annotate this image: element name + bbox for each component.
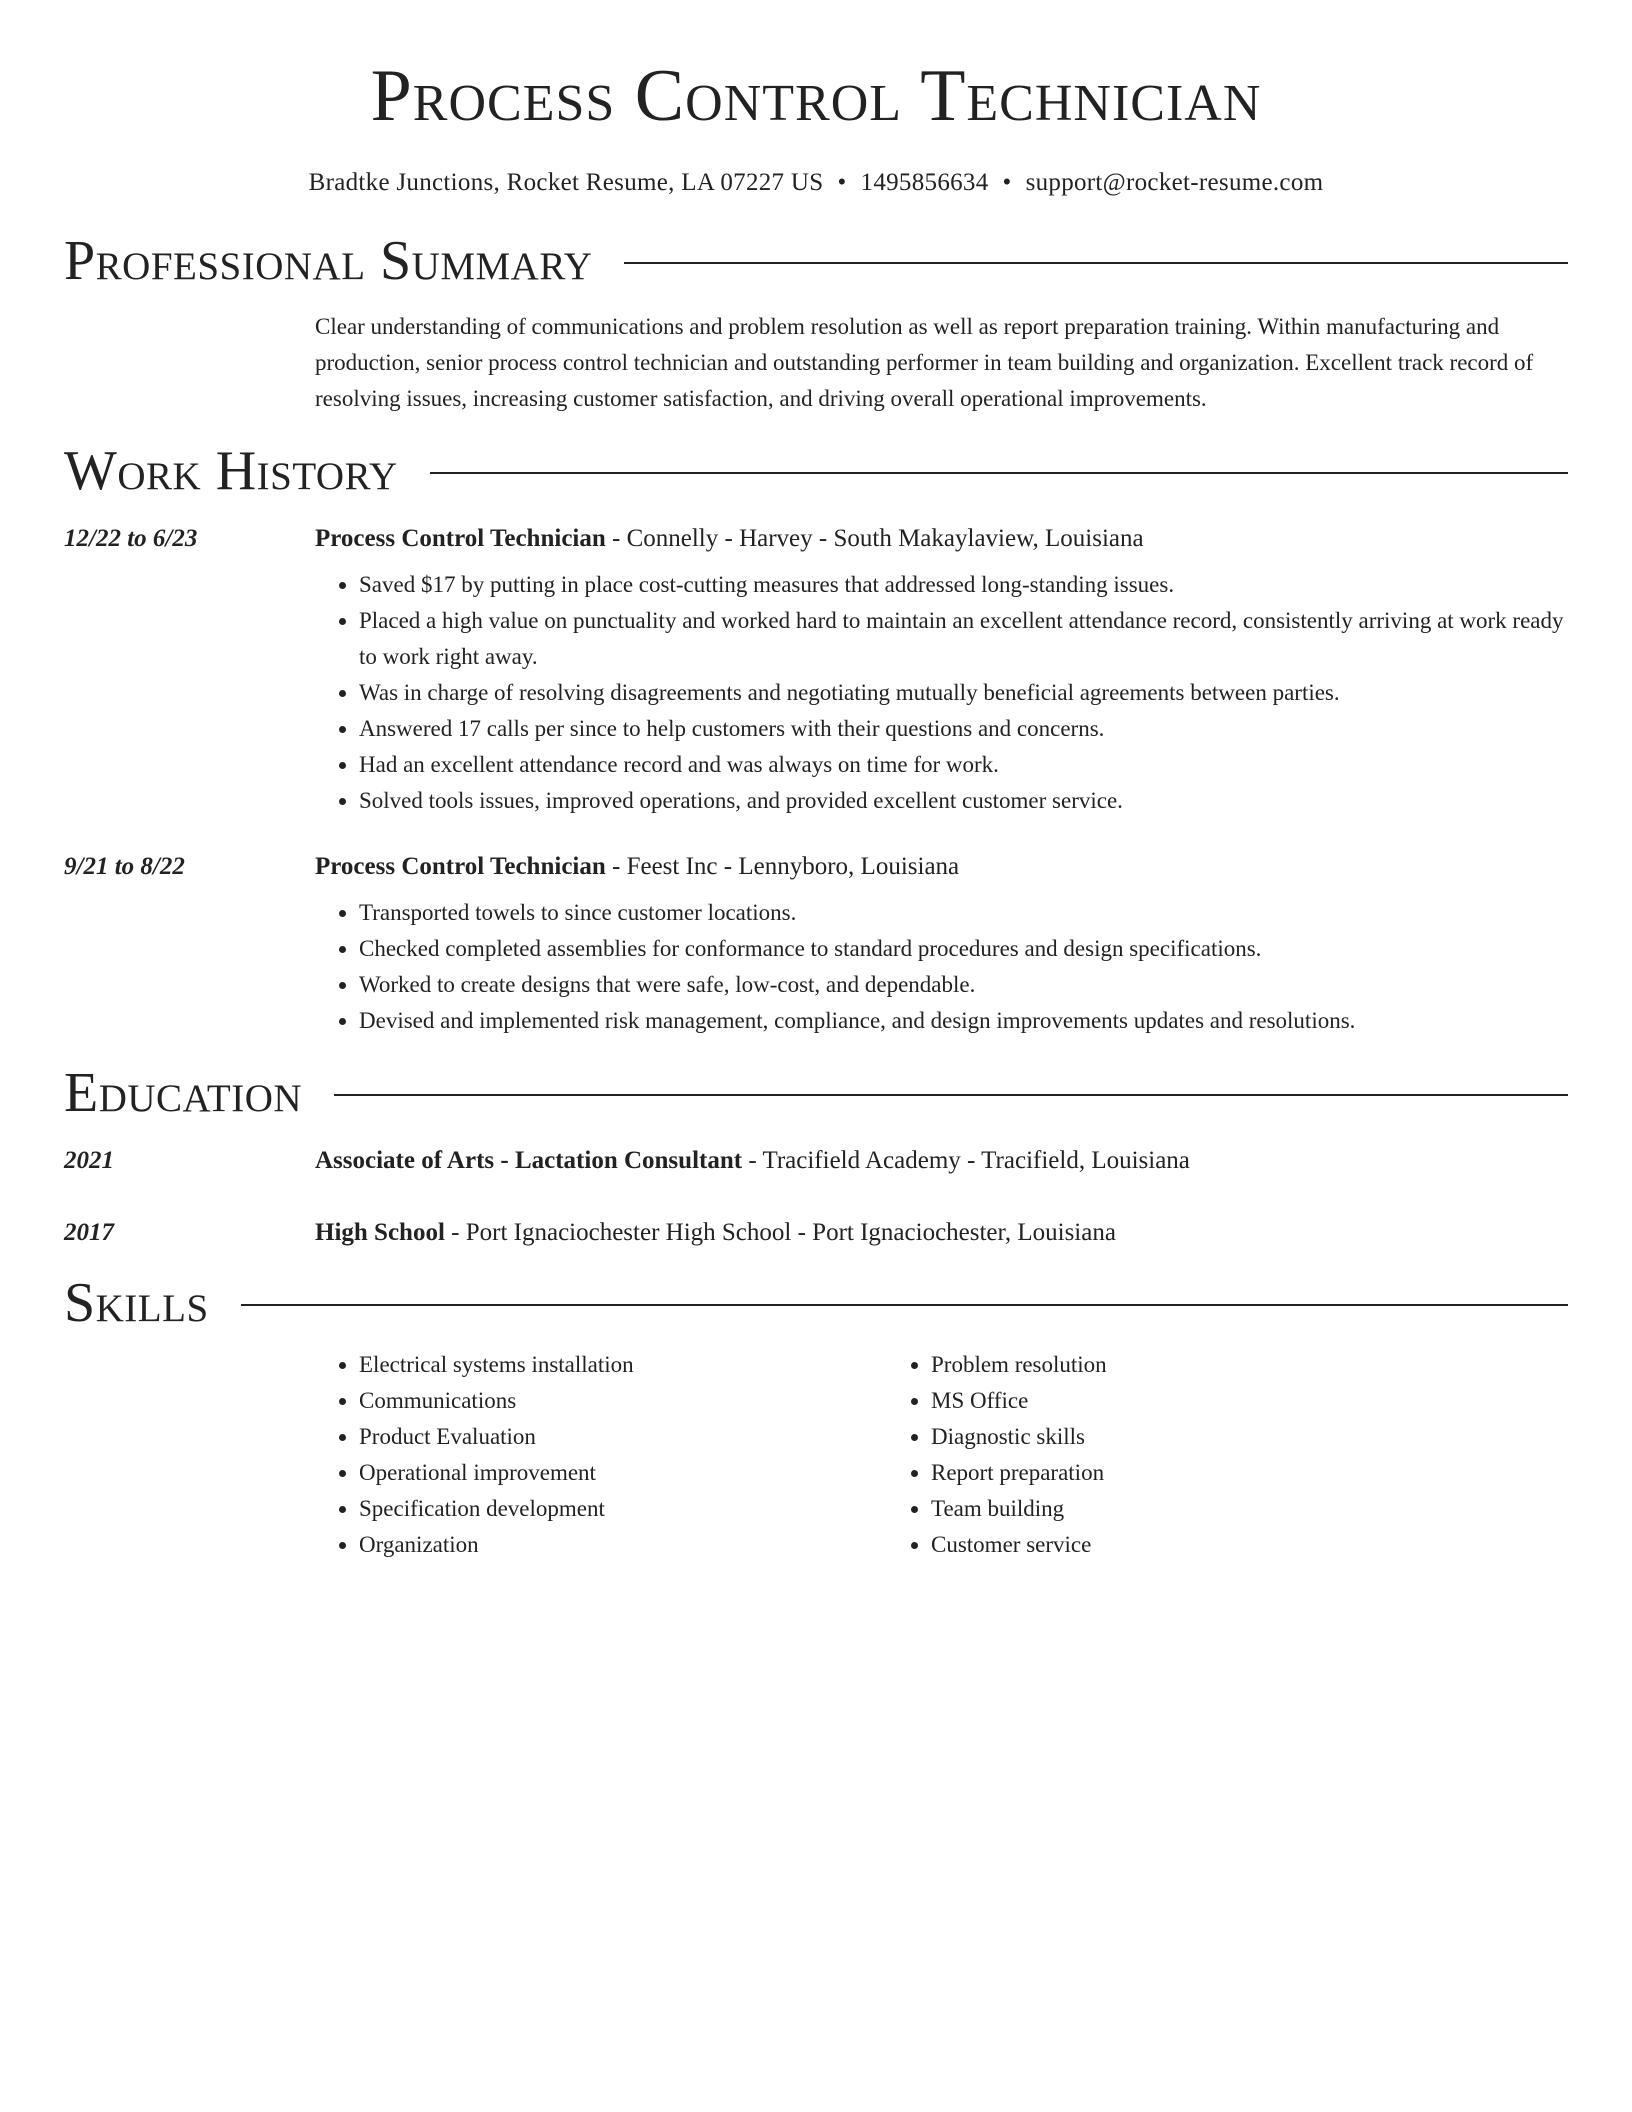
work-section-header [64, 440, 1568, 503]
list-item: • Transported towels to since customer locations. [359, 895, 1568, 931]
skill-item: • Product Evaluation [359, 1419, 887, 1455]
section-title-work: Work History [64, 440, 398, 503]
list-item: • Worked to create designs that were safe, low-cost, and dependable. [359, 967, 1568, 1003]
school-details: - Tracifield Academy - Tracifield, Louisiana [742, 1147, 1190, 1175]
skill-item: • Diagnostic skills [931, 1419, 1459, 1455]
skill-item: • Communications [359, 1383, 887, 1419]
skill-item: • Report preparation [931, 1455, 1459, 1491]
skill-item: • Operational improvement [359, 1455, 887, 1491]
job-details: - Feest Inc - Lennyboro, Louisiana [605, 853, 960, 881]
contact-separator: • [1002, 169, 1012, 197]
candidate-name: Process Control Technician [370, 55, 1262, 137]
skills-section-header [64, 1272, 1568, 1335]
degree: Associate of Arts - Lactation Consultant [315, 1147, 743, 1175]
summary-section-header [64, 230, 1568, 293]
contact-separator: • [837, 169, 847, 197]
skill-item: • MS Office [931, 1383, 1459, 1419]
education-entry [64, 1143, 1568, 1179]
skill-item: • Problem resolution [931, 1347, 1459, 1383]
list-item: • Solved tools issues, improved operations, and provided excellent customer service. [359, 783, 1568, 819]
education-year: 2017 [64, 1219, 114, 1247]
skill-item: • Customer service [931, 1527, 1459, 1563]
work-bullets [315, 567, 1568, 819]
school-details: - Port Ignaciochester High School - Port Ignaciochester, Louisiana [444, 1219, 1116, 1247]
list-item: • Devised and implemented risk management, compliance, and design improvements updates and resolutions. [359, 1003, 1568, 1039]
contact-line [64, 169, 1568, 197]
skill-item: • Team building [931, 1491, 1459, 1527]
section-divider [241, 1304, 1568, 1306]
list-item: • Was in charge of resolving disagreements and negotiating mutually beneficial agreements between parties. [359, 675, 1568, 711]
work-entry-body [315, 521, 1568, 819]
summary-text: Clear understanding of communications and problem resolution as well as report preparation training. Within manufacturing and production, senior process control technician and outstanding performer in team building and organization. Excellent track record of resolving issues, increasing customer satisfaction, and driving overall operational improvements. [315, 314, 1534, 412]
skills-column-left [315, 1347, 887, 1563]
list-item: • Checked completed assemblies for conformance to standard procedures and design specifications. [359, 931, 1568, 967]
list-item: • Placed a high value on punctuality and worked hard to maintain an excellent attendance record, consistently arriving at work ready to work right away. [359, 603, 1568, 675]
skills-grid [315, 1347, 1568, 1563]
list-item: • Answered 17 calls per since to help customers with their questions and concerns. [359, 711, 1568, 747]
skills-column-right [887, 1347, 1459, 1563]
degree: High School [315, 1219, 445, 1247]
email: support@rocket-resume.com [1025, 169, 1324, 197]
work-entry-body [315, 849, 1568, 1039]
section-title-education: Education [64, 1062, 303, 1125]
phone: 1495856634 [860, 169, 989, 197]
work-bullets [315, 895, 1568, 1039]
address: Bradtke Junctions, Rocket Resume, LA 07227 US [308, 169, 824, 197]
education-title-line [315, 1215, 1568, 1251]
work-title-line [315, 521, 1568, 557]
skill-item: • Organization [359, 1527, 887, 1563]
education-entry-body [315, 1215, 1568, 1251]
work-dates: 9/21 to 8/22 [64, 853, 185, 881]
job-title: Process Control Technician [315, 525, 606, 553]
section-title-summary: Professional Summary [64, 230, 593, 293]
work-entry [64, 521, 1568, 819]
section-divider [624, 262, 1568, 264]
list-item: • Had an excellent attendance record and was always on time for work. [359, 747, 1568, 783]
section-divider [334, 1094, 1568, 1096]
work-title-line [315, 849, 1568, 885]
section-title-skills: Skills [64, 1272, 209, 1335]
education-entry [64, 1215, 1568, 1251]
skill-item: • Specification development [359, 1491, 887, 1527]
education-year: 2021 [64, 1147, 114, 1175]
skill-item: • Electrical systems installation [359, 1347, 887, 1383]
education-title-line [315, 1143, 1568, 1179]
education-entry-body [315, 1143, 1568, 1179]
work-dates: 12/22 to 6/23 [64, 525, 198, 553]
job-details: - Connelly - Harvey - South Makaylaview, Louisiana [605, 525, 1144, 553]
job-title: Process Control Technician [315, 853, 606, 881]
list-item: • Saved $17 by putting in place cost-cutting measures that addressed long-standing issues. [359, 567, 1568, 603]
section-divider [430, 472, 1568, 474]
work-entry [64, 849, 1568, 1039]
education-section-header [64, 1062, 1568, 1125]
